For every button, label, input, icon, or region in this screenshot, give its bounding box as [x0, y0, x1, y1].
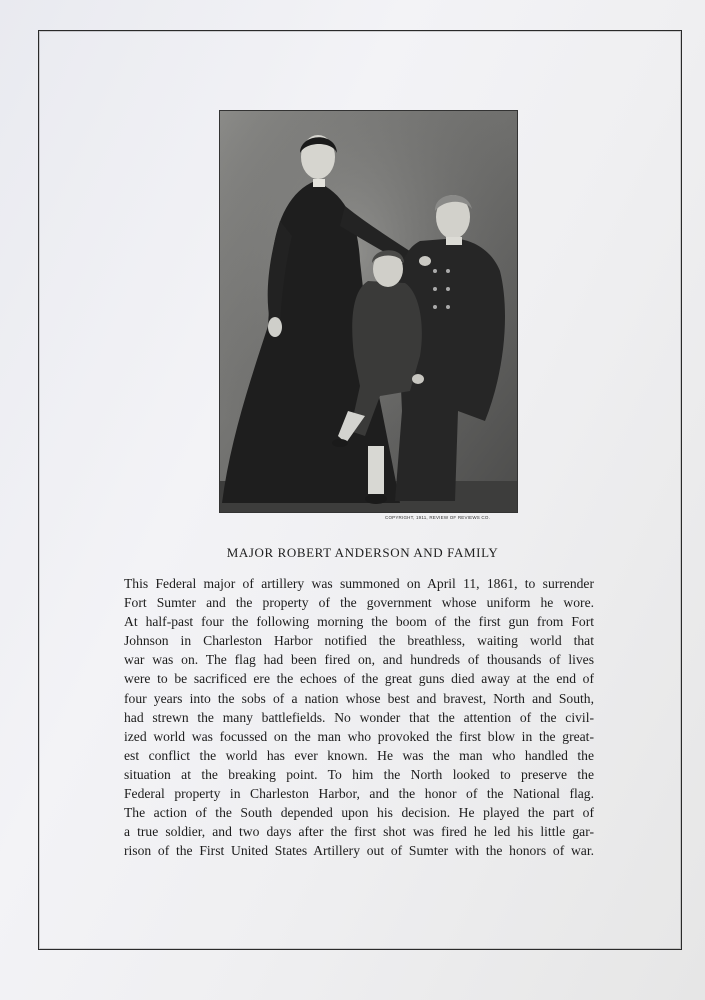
body-line: had strewn the many battlefields. No wonder that the attention of the civil-: [124, 709, 594, 725]
body-line: Fort Sumter and the property of the government whose uniform he wore.: [124, 595, 594, 611]
body-line: were to be sacrificed ere the echoes of the great guns died away at the end of: [124, 671, 594, 687]
body-line: est conflict the world has ever known. He was the man who handled the: [124, 747, 594, 763]
body-line: situation at the breaking point. To him the North looked to preserve the: [124, 766, 594, 782]
body-line: ized world was focussed on the man who provoked the first blow in the great-: [124, 728, 594, 744]
body-line: Federal property in Charleston Harbor, and the honor of the National flag.: [124, 786, 594, 802]
body-line: The action of the South depended upon his decision. He played the part of: [124, 805, 594, 821]
body-line: a true soldier, and two days after the first shot was fired he led his little gar-: [124, 824, 594, 840]
body-line: rison of the First United States Artillery out of Sumter with the honors of war.: [124, 843, 594, 859]
photo-illustration: [220, 111, 517, 512]
family-photograph: [219, 110, 518, 513]
photo-copyright-credit: COPYRIGHT, 1911, REVIEW OF REVIEWS CO.: [385, 515, 491, 520]
photo-caption-title: MAJOR ROBERT ANDERSON AND FAMILY: [226, 544, 499, 560]
body-line: Johnson in Charleston Harbor notified the breathless, waiting world that: [124, 633, 594, 649]
body-paragraph: [124, 574, 594, 860]
body-line: four years into the sobs of a nation whose best and bravest, North and South,: [124, 690, 594, 706]
body-line: This Federal major of artillery was summoned on April 11, 1861, to surrender: [124, 576, 594, 591]
body-line: At half-past four the following morning the boom of the first gun from Fort: [124, 614, 594, 630]
body-line: war was on. The flag had been fired on, and hundreds of thousands of lives: [124, 652, 594, 668]
